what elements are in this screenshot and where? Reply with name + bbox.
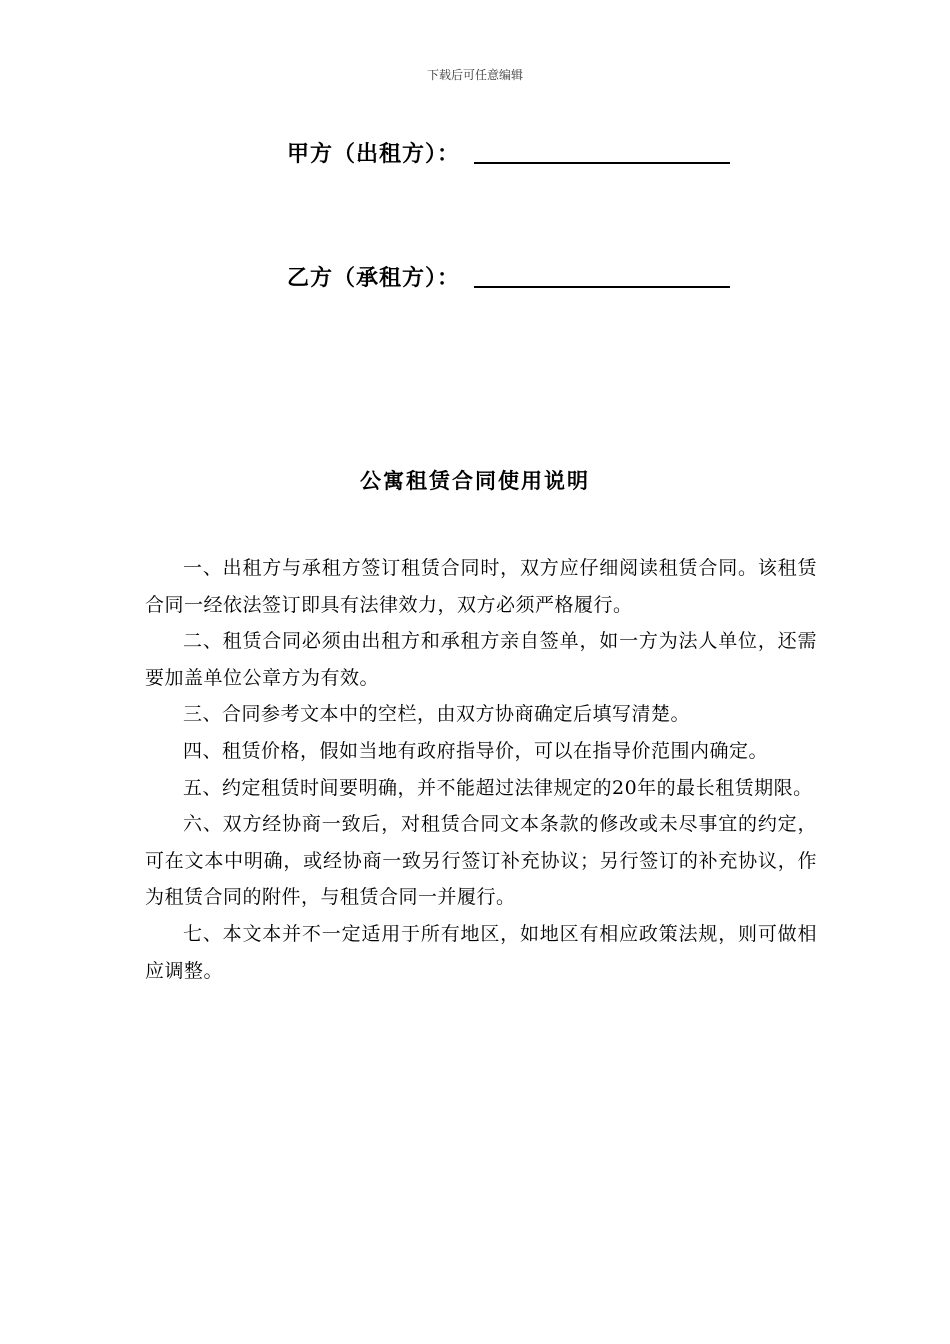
note-item: 六、双方经协商一致后，对租赁合同文本条款的修改或未尽事宜的约定，可在文本中明确，或经协商一致另行签订补充协议；另行签订的补充协议，作为租赁合同的附件，与租赁合同一并履行。	[145, 813, 817, 909]
note-item: 二、租赁合同必须由出租方和承租方亲自签单，如一方为法人单位，还需要加盖单位公章方为有效。	[145, 630, 817, 689]
note-item: 一、出租方与承租方签订租赁合同时，双方应仔细阅读租赁合同。该租赁合同一经依法签订即具有法律效力，双方必须严格履行。	[145, 557, 817, 616]
party-a-signature-line	[474, 162, 730, 164]
note-item: 三、合同参考文本中的空栏，由双方协商确定后填写清楚。	[183, 703, 691, 726]
party-a-signature-row	[287, 136, 730, 170]
note-item: 七、本文本并不一定适用于所有地区，如地区有相应政策法规，则可做相应调整。	[145, 922, 817, 982]
usage-notes-title: 公寓租赁合同使用说明	[360, 469, 590, 493]
header-note: 下载后可任意编辑	[426, 68, 523, 82]
note-item: 四、租赁价格，假如当地有政府指导价，可以在指导价范围内确定。	[183, 739, 769, 762]
party-b-label: 乙方（承租方）：	[287, 266, 461, 291]
usage-notes-body	[145, 550, 817, 989]
party-b-signature-line	[474, 286, 730, 288]
party-b-signature-row	[287, 260, 730, 294]
party-a-label: 甲方（出租方）：	[287, 142, 461, 167]
note-item: 五、约定租赁时间要明确，并不能超过法律规定的20年的最长租赁期限。	[183, 776, 813, 799]
